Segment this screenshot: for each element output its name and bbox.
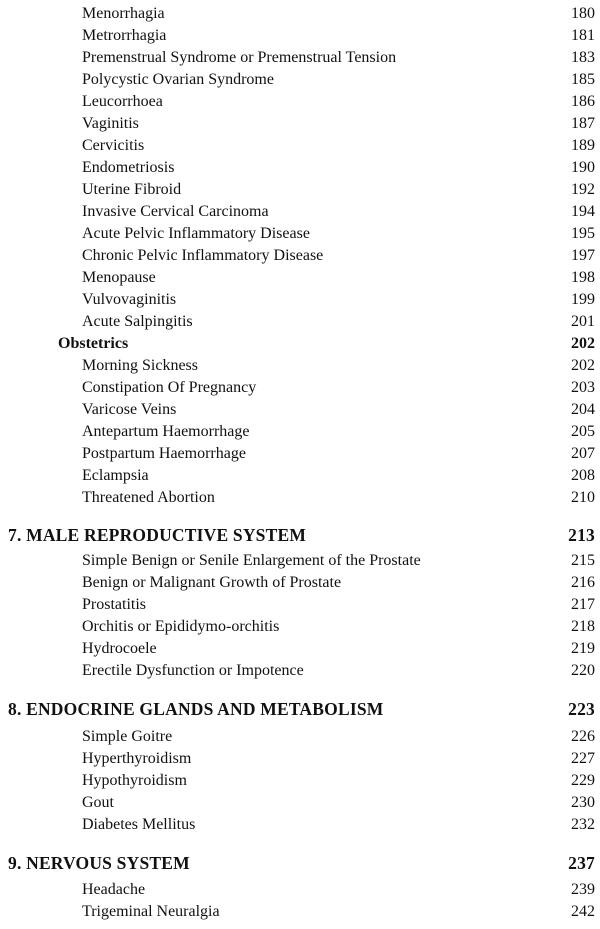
toc-entry [0, 901, 600, 923]
entry-page: 187 [571, 115, 595, 132]
entry-page: 230 [571, 794, 595, 811]
toc-entry [0, 421, 600, 443]
entry-page: 202 [571, 357, 595, 374]
entry-title: Prostatitis [82, 596, 147, 613]
toc-entry [0, 616, 600, 638]
entry-page: 194 [571, 203, 595, 220]
entry-page: 186 [571, 93, 595, 110]
entry-title: Acute Salpingitis [82, 313, 193, 330]
entry-page: 203 [571, 379, 595, 396]
entry-page: 190 [571, 159, 595, 176]
entry-page: 220 [571, 662, 595, 679]
toc-entry [0, 550, 600, 572]
entry-title: Menorrhagia [82, 5, 165, 22]
entry-title: Invasive Cervical Carcinoma [82, 203, 269, 220]
entry-page: 229 [571, 772, 595, 789]
entry-page: 227 [571, 750, 595, 767]
toc-entry [0, 660, 600, 682]
section-page: 202 [571, 335, 595, 352]
toc-entry [0, 311, 600, 333]
entry-page: 207 [571, 445, 595, 462]
entry-title: Diabetes Mellitus [82, 816, 196, 833]
entry-page: 197 [571, 247, 595, 264]
entry-page: 201 [571, 313, 595, 330]
entry-page: 226 [571, 728, 595, 745]
entry-page: 216 [571, 574, 595, 591]
toc-entry [0, 879, 600, 901]
toc-entry [0, 267, 600, 289]
toc-entry [0, 223, 600, 245]
toc-entry [0, 770, 600, 792]
toc-entry [0, 289, 600, 311]
entry-title: Varicose Veins [82, 401, 177, 418]
section-title: Obstetrics [58, 335, 129, 352]
entry-title: Benign or Malignant Growth of Prostate [82, 574, 342, 591]
toc-entry [0, 3, 600, 25]
entry-title: Headache [82, 881, 146, 898]
entry-title: Menopause [82, 269, 156, 286]
toc-entry [0, 179, 600, 201]
toc-entry [0, 157, 600, 179]
entry-title: Endometriosis [82, 159, 175, 176]
entry-title: Antepartum Haemorrhage [82, 423, 250, 440]
toc-entry [0, 355, 600, 377]
toc-entry [0, 594, 600, 616]
entry-page: 242 [571, 903, 595, 920]
entry-title: Vaginitis [82, 115, 139, 132]
entry-page: 181 [571, 27, 595, 44]
toc-entry [0, 572, 600, 594]
entry-page: 215 [571, 552, 595, 569]
entry-title: Acute Pelvic Inflammatory Disease [82, 225, 310, 242]
entry-title: Hydrocoele [82, 640, 157, 657]
chapter-title: 9. NERVOUS SYSTEM [8, 853, 190, 873]
toc-entry [0, 245, 600, 267]
entry-title: Polycystic Ovarian Syndrome [82, 71, 274, 88]
toc-entry [0, 25, 600, 47]
chapter-heading [0, 852, 600, 874]
entry-page: 205 [571, 423, 595, 440]
entry-title: Constipation Of Pregnancy [82, 379, 257, 396]
entry-title: Gout [82, 794, 114, 811]
toc-entry [0, 814, 600, 836]
toc-entry [0, 399, 600, 421]
toc-entry [0, 465, 600, 487]
entry-title: Premenstrual Syndrome or Premenstrual Tension [82, 49, 397, 66]
entry-title: Morning Sickness [82, 357, 198, 374]
entry-title: Metrorrhagia [82, 27, 167, 44]
entry-page: 180 [571, 5, 595, 22]
toc-entry [0, 487, 600, 509]
toc-entry [0, 726, 600, 748]
toc-entry [0, 443, 600, 465]
entry-page: 189 [571, 137, 595, 154]
toc-entry [0, 91, 600, 113]
entry-page: 210 [571, 489, 595, 506]
entry-title: Simple Goitre [82, 728, 173, 745]
chapter-page: 213 [568, 525, 595, 545]
entry-title: Hyperthyroidism [82, 750, 192, 767]
entry-title: Leucorrhoea [82, 93, 163, 110]
chapter-heading [0, 524, 600, 546]
toc-entry [0, 792, 600, 814]
entry-page: 239 [571, 881, 595, 898]
entry-page: 208 [571, 467, 595, 484]
entry-title: Vulvovaginitis [82, 291, 177, 308]
toc-entry [0, 69, 600, 91]
chapter-heading [0, 698, 600, 720]
entry-page: 218 [571, 618, 595, 635]
chapter-page: 237 [568, 853, 595, 873]
toc-entry [0, 113, 600, 135]
chapter-title: 8. ENDOCRINE GLANDS AND METABOLISM [8, 699, 384, 719]
entry-title: Cervicitis [82, 137, 145, 154]
entry-page: 195 [571, 225, 595, 242]
entry-title: Uterine Fibroid [82, 181, 182, 198]
entry-title: Orchitis or Epididymo-orchitis [82, 618, 280, 635]
entry-title: Chronic Pelvic Inflammatory Disease [82, 247, 324, 264]
toc-entry [0, 638, 600, 660]
chapter-title: 7. MALE REPRODUCTIVE SYSTEM [8, 525, 307, 545]
entry-page: 183 [571, 49, 595, 66]
entry-page: 192 [571, 181, 595, 198]
entry-page: 185 [571, 71, 595, 88]
entry-title: Trigeminal Neuralgia [82, 903, 220, 920]
toc-entry [0, 135, 600, 157]
entry-page: 217 [571, 596, 595, 613]
chapter-page: 223 [568, 699, 595, 719]
entry-page: 199 [571, 291, 595, 308]
entry-page: 204 [571, 401, 595, 418]
entry-title: Hypothyroidism [82, 772, 187, 789]
entry-title: Erectile Dysfunction or Impotence [82, 662, 304, 679]
entry-title: Eclampsia [82, 467, 149, 484]
toc-entry [0, 201, 600, 223]
entry-title: Simple Benign or Senile Enlargement of the Prostate [82, 552, 421, 569]
toc-entry [0, 748, 600, 770]
entry-page: 232 [571, 816, 595, 833]
entry-page: 198 [571, 269, 595, 286]
toc-entry [0, 47, 600, 69]
entry-page: 219 [571, 640, 595, 657]
entry-title: Postpartum Haemorrhage [82, 445, 246, 462]
entry-title: Threatened Abortion [82, 489, 215, 506]
toc-entry [0, 377, 600, 399]
section-heading-obstetrics [0, 333, 600, 355]
